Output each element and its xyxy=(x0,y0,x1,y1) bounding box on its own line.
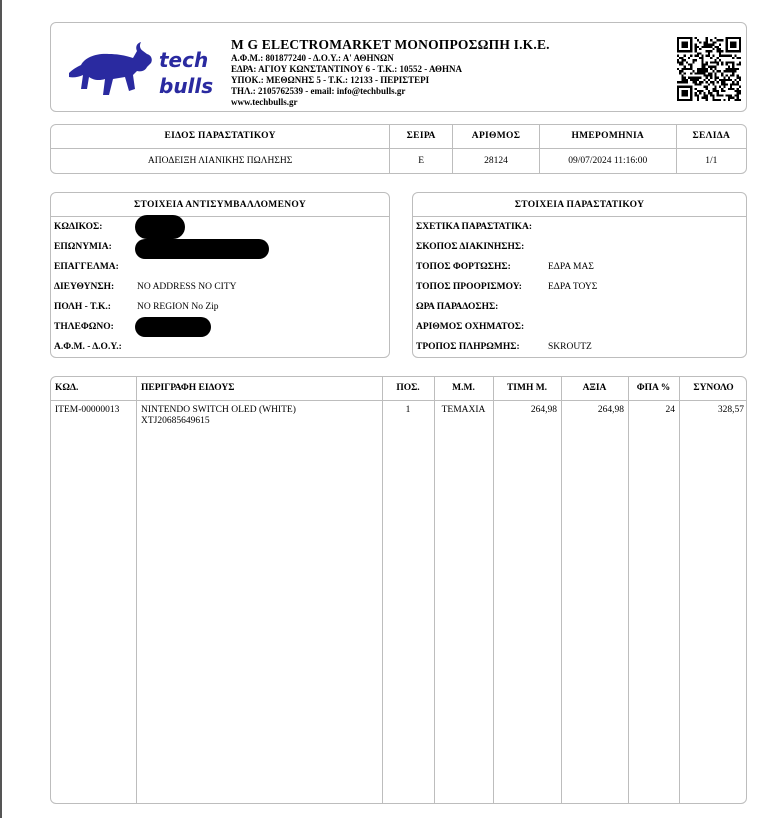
customer-city-label: ΠΟΛΗ - Τ.Κ.: xyxy=(54,302,111,312)
document-info-table xyxy=(50,124,747,174)
payment-value: SKROUTZ xyxy=(548,342,592,352)
items-table xyxy=(50,376,747,804)
item-value: 264,98 xyxy=(597,405,624,415)
vehicle-row xyxy=(413,317,746,337)
redaction-mark xyxy=(135,239,269,259)
customer-name-row xyxy=(51,237,389,257)
customer-phone-label: ΤΗΛΕΦΩΝΟ: xyxy=(54,322,114,332)
customer-title: ΣΤΟΙΧΕΙΑ ΑΝΤΙΣΥΜΒΑΛΛΟΜΕΝΟΥ xyxy=(51,193,389,217)
loading-row xyxy=(413,257,746,277)
company-hq: ΕΔΡΑ: ΑΓΙΟΥ ΚΩΝΣΤΑΝΤΙΝΟΥ 6 - Τ.Κ.: 10552 - ΑΘΗΝΑ xyxy=(231,64,462,74)
col-total-header: ΣΥΝΟΛΟ xyxy=(693,383,734,393)
col-vat-header: ΦΠΑ % xyxy=(636,383,671,393)
doc-page: 1/1 xyxy=(705,155,718,166)
company-contact: ΤΗΛ.: 2105762539 - email: info@techbulls.gr xyxy=(231,86,406,96)
column-divider xyxy=(679,377,680,803)
doc-type-header: ΕΙΔΟΣ ΠΑΡΑΣΤΑΤΙΚΟΥ xyxy=(51,125,390,148)
item-description: NINTENDO SWITCH OLED (WHITE) xyxy=(141,405,296,415)
col-code-header: ΚΩΔ. xyxy=(55,383,79,393)
delivery-time-label: ΩΡΑ ΠΑΡΑΔΟΣΗΣ: xyxy=(416,302,499,312)
items-header-row xyxy=(51,377,746,401)
related-label: ΣΧΕΤΙΚΑ ΠΑΡΑΣΤΑΤΙΚΑ: xyxy=(416,222,533,232)
redaction-mark xyxy=(135,317,211,337)
column-divider xyxy=(628,377,629,803)
col-unit-header: Μ.Μ. xyxy=(452,383,475,393)
destination-row xyxy=(413,277,746,297)
company-header xyxy=(50,22,747,112)
destination-label: ΤΟΠΟΣ ΠΡΟΟΡΙΣΜΟΥ: xyxy=(416,282,522,292)
customer-afm-label: Α.Φ.Μ. - Δ.Ο.Υ.: xyxy=(54,342,122,352)
column-divider xyxy=(493,377,494,803)
column-divider xyxy=(382,377,383,803)
vehicle-label: ΑΡΙΘΜΟΣ ΟΧΗΜΑΤΟΣ: xyxy=(416,322,525,332)
customer-city-row xyxy=(51,297,389,317)
item-unit: ΤΕΜΑΧΙΑ xyxy=(441,405,486,415)
logo-text-top: tech xyxy=(159,48,209,72)
document-details-box xyxy=(412,192,747,358)
doc-page-header: ΣΕΛΙΔΑ xyxy=(676,125,746,148)
company-afm: Α.Φ.Μ.: 801877240 - Δ.Ο.Υ.: Α' ΑΘΗΝΩΝ xyxy=(231,53,394,63)
redaction-mark xyxy=(135,215,185,239)
payment-row xyxy=(413,337,746,357)
col-value-header: ΑΞΙΑ xyxy=(582,383,607,393)
item-qty: 1 xyxy=(405,405,411,415)
doc-number-header: ΑΡΙΘΜΟΣ xyxy=(453,125,540,148)
company-website: www.techbulls.gr xyxy=(231,97,298,107)
customer-name-label: ΕΠΩΝΥΜΙΑ: xyxy=(54,242,112,252)
customer-profession-label: ΕΠΑΓΓΕΛΜΑ: xyxy=(54,262,119,272)
company-branch: ΥΠΟΚ.: ΜΕΘΩΝΗΣ 5 - Τ.Κ.: 12133 - ΠΕΡΙΣΤΕΡΙ xyxy=(231,75,430,85)
payment-label: ΤΡΟΠΟΣ ΠΛΗΡΩΜΗΣ: xyxy=(416,342,520,352)
customer-profession-row xyxy=(51,257,389,277)
viewer-left-edge xyxy=(0,0,2,818)
doc-date-header: ΗΜΕΡΟΜΗΝΙΑ xyxy=(539,125,676,148)
customer-address-label: ΔΙΕΥΘΥΝΣΗ: xyxy=(54,282,115,292)
qr-code-icon xyxy=(677,37,741,101)
doc-series-header: ΣΕΙΡΑ xyxy=(390,125,453,148)
purpose-row xyxy=(413,237,746,257)
related-row xyxy=(413,217,746,237)
col-qty-header: ΠΟΣ. xyxy=(396,383,420,393)
customer-code-label: ΚΩΔΙΚΟΣ: xyxy=(54,222,103,232)
col-price-header: ΤΙΜΗ Μ. xyxy=(506,383,548,393)
destination-value: ΕΔΡΑ ΤΟΥΣ xyxy=(548,282,598,292)
col-description-header: ΠΕΡΙΓΡΑΦΗ ΕΙΔΟΥΣ xyxy=(141,383,235,393)
customer-box xyxy=(50,192,390,358)
customer-phone-row xyxy=(51,317,389,337)
item-price: 264,98 xyxy=(530,405,557,415)
column-divider xyxy=(434,377,435,803)
customer-afm-row xyxy=(51,337,389,357)
item-serial: XTJ20685649615 xyxy=(141,416,210,426)
doc-series: Ε xyxy=(390,148,453,173)
column-divider xyxy=(136,377,137,803)
delivery-time-row xyxy=(413,297,746,317)
customer-address: NO ADDRESS NO CITY xyxy=(137,282,237,292)
item-total: 328,57 xyxy=(717,405,744,415)
item-vat: 24 xyxy=(665,405,675,415)
techbulls-logo xyxy=(67,39,217,101)
item-code: ITEM-00000013 xyxy=(55,405,120,415)
bull-icon xyxy=(69,42,152,95)
logo-text-bottom: bulls xyxy=(159,74,214,98)
doc-type: ΑΠΟΔΕΙΞΗ ΛΙΑΝΙΚΗΣ ΠΩΛΗΣΗΣ xyxy=(51,148,390,173)
doc-number: 28124 xyxy=(453,148,540,173)
customer-address-row xyxy=(51,277,389,297)
loading-value: ΕΔΡΑ ΜΑΣ xyxy=(548,262,594,272)
customer-city: NO REGION No Zip xyxy=(137,302,219,312)
company-name: M G ELECTROMARKET ΜΟΝΟΠΡΟΣΩΠΗ Ι.Κ.Ε. xyxy=(231,37,550,52)
customer-code-row xyxy=(51,217,389,237)
company-info xyxy=(231,37,651,108)
loading-label: ΤΟΠΟΣ ΦΟΡΤΩΣΗΣ: xyxy=(416,262,511,272)
doc-date: 09/07/2024 11:16:00 xyxy=(539,148,676,173)
details-title: ΣΤΟΙΧΕΙΑ ΠΑΡΑΣΤΑΤΙΚΟΥ xyxy=(413,193,746,217)
purpose-label: ΣΚΟΠΟΣ ΔΙΑΚΙΝΗΣΗΣ: xyxy=(416,242,525,252)
column-divider xyxy=(561,377,562,803)
